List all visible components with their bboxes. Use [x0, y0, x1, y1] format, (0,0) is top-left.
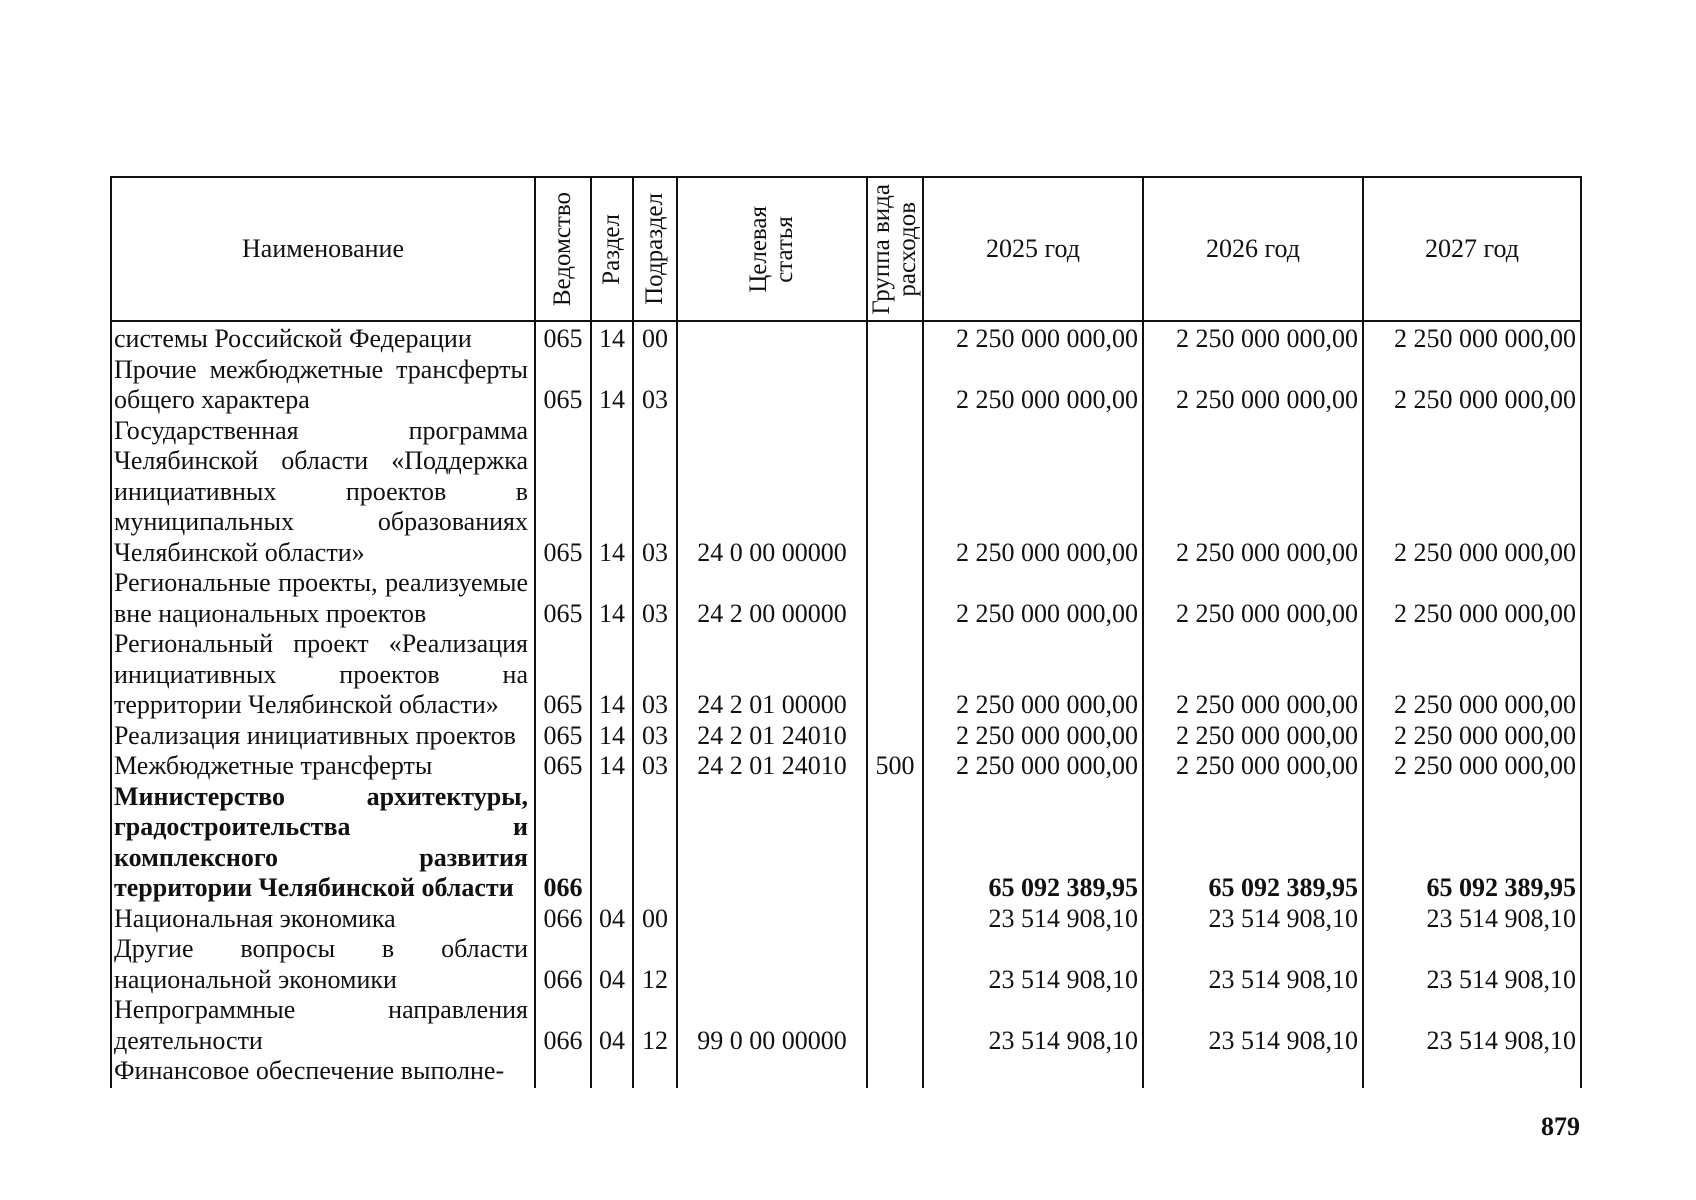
row-2026: 2 250 000 000,00: [1143, 321, 1363, 355]
row-2027: 65 092 389,95: [1363, 782, 1581, 904]
header-group-line1: Группа вида: [868, 183, 895, 315]
row-group: [867, 934, 923, 995]
row-section: 14: [591, 751, 633, 782]
row-dept: 065: [535, 629, 591, 721]
row-section: 14: [591, 416, 633, 569]
row-target: [677, 1056, 867, 1088]
row-name: Финансовое обеспечение выполне-: [111, 1056, 535, 1088]
header-dept-label: Ведомство: [549, 191, 576, 307]
header-section-label: Раздел: [598, 213, 625, 285]
row-name: Другие вопросы в области национальной экономики: [111, 934, 535, 995]
row-target: 24 2 00 00000: [677, 568, 867, 629]
table-row: [111, 721, 1581, 752]
row-subsection: 03: [633, 416, 677, 569]
row-group: [867, 355, 923, 416]
table-row: [111, 321, 1581, 355]
table-row: [111, 934, 1581, 995]
row-2026: 2 250 000 000,00: [1143, 568, 1363, 629]
row-2026: 23 514 908,10: [1143, 904, 1363, 935]
header-2027: 2027 год: [1363, 177, 1581, 321]
table-row: [111, 1056, 1581, 1088]
header-dept: [535, 177, 591, 321]
row-dept: 065: [535, 355, 591, 416]
row-2025: 2 250 000 000,00: [923, 568, 1143, 629]
row-2027: 2 250 000 000,00: [1363, 751, 1581, 782]
row-dept: 065: [535, 416, 591, 569]
row-target: 24 2 01 24010: [677, 751, 867, 782]
header-subsection-label: Подраздел: [641, 193, 668, 305]
page-number: 879: [1541, 1112, 1580, 1141]
row-dept: 065: [535, 751, 591, 782]
row-name: Прочие межбюджетные трансферты общего характера: [111, 355, 535, 416]
row-2026: 2 250 000 000,00: [1143, 416, 1363, 569]
row-group: [867, 1056, 923, 1088]
row-name: Государственная программа Челябинской области «Поддержка инициативных проектов в муниципальных образованиях Челябинской области»: [111, 416, 535, 569]
table-row: [111, 629, 1581, 721]
row-subsection: 12: [633, 934, 677, 995]
row-group: [867, 721, 923, 752]
row-2025: 2 250 000 000,00: [923, 721, 1143, 752]
row-target: [677, 321, 867, 355]
row-2026: 65 092 389,95: [1143, 782, 1363, 904]
row-2025: 23 514 908,10: [923, 904, 1143, 935]
row-dept: 066: [535, 934, 591, 995]
row-2026: 2 250 000 000,00: [1143, 751, 1363, 782]
row-2025: 2 250 000 000,00: [923, 629, 1143, 721]
row-target: [677, 782, 867, 904]
header-2025: 2025 год: [923, 177, 1143, 321]
row-subsection: 00: [633, 904, 677, 935]
row-subsection: [633, 782, 677, 904]
row-2025: [923, 1056, 1143, 1088]
row-target: [677, 904, 867, 935]
header-target-line2: статья: [771, 215, 798, 283]
row-subsection: 12: [633, 995, 677, 1056]
row-2025: 23 514 908,10: [923, 934, 1143, 995]
header-target-label: [746, 206, 798, 293]
budget-table: [110, 176, 1582, 1088]
row-2026: 2 250 000 000,00: [1143, 629, 1363, 721]
header-group-line2: расходов: [894, 201, 921, 297]
row-name: Региональный проект «Реализация инициативных проектов на территории Челябинской области»: [111, 629, 535, 721]
row-2026: [1143, 1056, 1363, 1088]
table-row: [111, 355, 1581, 416]
row-name: Национальная экономика: [111, 904, 535, 935]
row-2026: 2 250 000 000,00: [1143, 721, 1363, 752]
row-2025: 2 250 000 000,00: [923, 751, 1143, 782]
header-name: Наименование: [111, 177, 535, 321]
row-section: 04: [591, 934, 633, 995]
row-2025: 65 092 389,95: [923, 782, 1143, 904]
row-dept: 065: [535, 568, 591, 629]
row-subsection: 03: [633, 629, 677, 721]
row-2026: 23 514 908,10: [1143, 995, 1363, 1056]
row-2026: 23 514 908,10: [1143, 934, 1363, 995]
header-2026: 2026 год: [1143, 177, 1363, 321]
row-subsection: 03: [633, 751, 677, 782]
row-target: 99 0 00 00000: [677, 995, 867, 1056]
header-target-line1: Целевая: [745, 205, 772, 293]
row-section: [591, 782, 633, 904]
header-group-label: [869, 184, 921, 315]
row-section: [591, 1056, 633, 1088]
row-subsection: 03: [633, 568, 677, 629]
row-target: [677, 355, 867, 416]
row-2026: 2 250 000 000,00: [1143, 355, 1363, 416]
row-2025: 2 250 000 000,00: [923, 355, 1143, 416]
row-section: 14: [591, 629, 633, 721]
row-dept: 066: [535, 904, 591, 935]
table-row: [111, 416, 1581, 569]
header-group: [867, 177, 923, 321]
header-section: [591, 177, 633, 321]
table-row: [111, 904, 1581, 935]
header-subsection: [633, 177, 677, 321]
row-name: Межбюджетные трансферты: [111, 751, 535, 782]
row-dept: [535, 1056, 591, 1088]
row-section: 14: [591, 568, 633, 629]
row-section: 04: [591, 995, 633, 1056]
row-group: [867, 782, 923, 904]
row-target: 24 2 01 24010: [677, 721, 867, 752]
row-group: [867, 568, 923, 629]
row-subsection: 03: [633, 355, 677, 416]
row-group: 500: [867, 751, 923, 782]
row-section: 04: [591, 904, 633, 935]
row-target: 24 2 01 00000: [677, 629, 867, 721]
row-target: 24 0 00 00000: [677, 416, 867, 569]
row-2025: 2 250 000 000,00: [923, 416, 1143, 569]
row-2027: 23 514 908,10: [1363, 995, 1581, 1056]
row-subsection: 03: [633, 721, 677, 752]
row-group: [867, 416, 923, 569]
row-name: Региональные проекты, реализуемые вне национальных проектов: [111, 568, 535, 629]
row-name: системы Российской Федерации: [111, 321, 535, 355]
row-section: 14: [591, 355, 633, 416]
row-name: Министерство архитектуры, градостроительства и комплексного развития территории Челябинской области: [111, 782, 535, 904]
row-dept: 066: [535, 995, 591, 1056]
row-subsection: [633, 1056, 677, 1088]
row-2025: 23 514 908,10: [923, 995, 1143, 1056]
table-header-row: [111, 177, 1581, 321]
row-2027: 2 250 000 000,00: [1363, 355, 1581, 416]
row-2027: 2 250 000 000,00: [1363, 321, 1581, 355]
row-2027: 23 514 908,10: [1363, 904, 1581, 935]
table-row: [111, 995, 1581, 1056]
row-section: 14: [591, 321, 633, 355]
header-target: [677, 177, 867, 321]
row-2027: 23 514 908,10: [1363, 934, 1581, 995]
row-dept: 066: [535, 782, 591, 904]
row-target: [677, 934, 867, 995]
row-name: Реализация инициативных проектов: [111, 721, 535, 752]
row-dept: 065: [535, 321, 591, 355]
row-2027: [1363, 1056, 1581, 1088]
row-2027: 2 250 000 000,00: [1363, 721, 1581, 752]
table-row: [111, 782, 1581, 904]
row-group: [867, 321, 923, 355]
row-group: [867, 629, 923, 721]
row-name: Непрограммные направления деятельности: [111, 995, 535, 1056]
row-group: [867, 995, 923, 1056]
row-dept: 065: [535, 721, 591, 752]
row-2027: 2 250 000 000,00: [1363, 416, 1581, 569]
table-row: [111, 751, 1581, 782]
row-2027: 2 250 000 000,00: [1363, 629, 1581, 721]
row-group: [867, 904, 923, 935]
row-2027: 2 250 000 000,00: [1363, 568, 1581, 629]
row-subsection: 00: [633, 321, 677, 355]
table-row: [111, 568, 1581, 629]
row-2025: 2 250 000 000,00: [923, 321, 1143, 355]
row-section: 14: [591, 721, 633, 752]
